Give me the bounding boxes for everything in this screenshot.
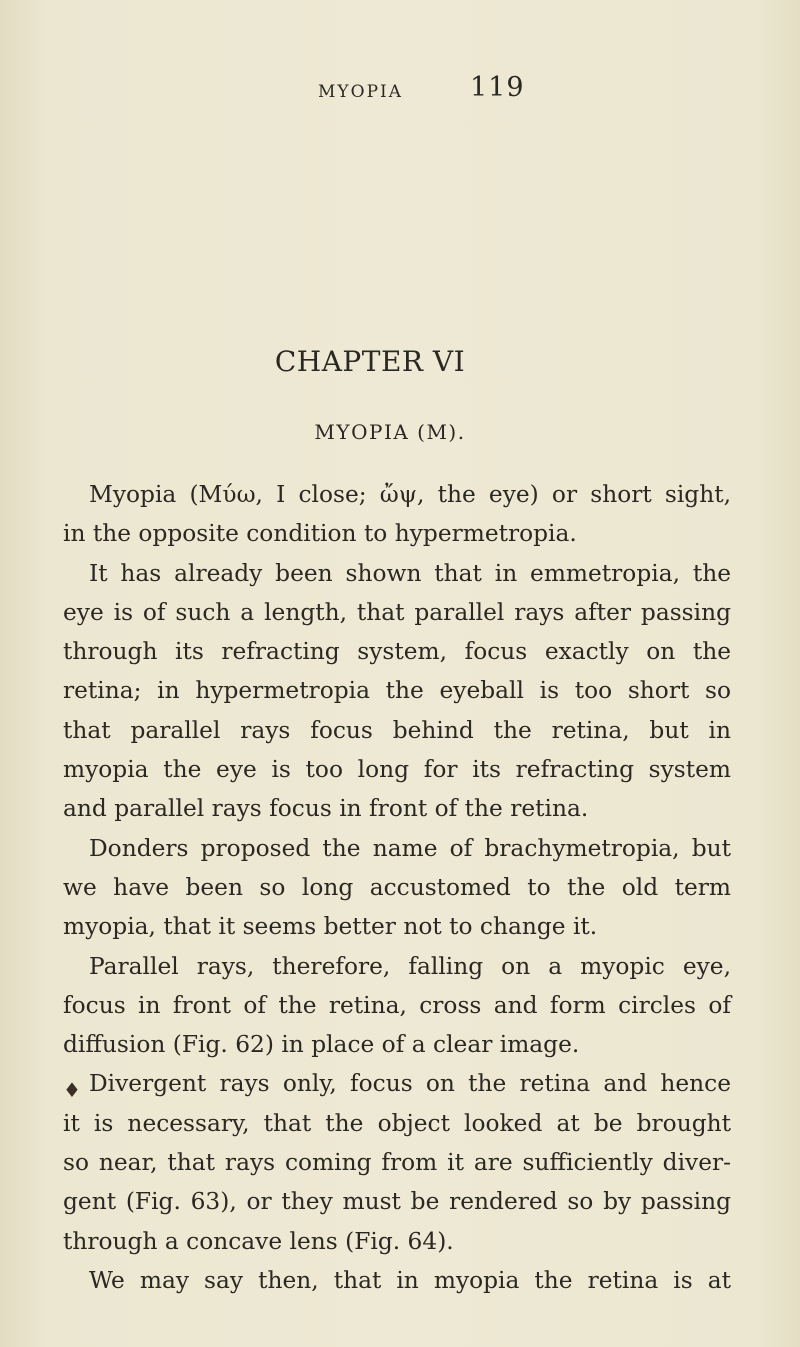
text-line: Donders proposed the name of brachymetropia, but [89, 834, 731, 862]
text-line: in the opposite condition to hypermetropia. [63, 520, 577, 548]
text-line: Parallel rays, therefore, falling on a myopic eye, [89, 952, 731, 980]
text-line: It has already been shown that in emmetropia, the [89, 559, 731, 587]
body-text [63, 475, 731, 1300]
text-line: we have been so long accustomed to the old term [63, 873, 731, 901]
text-line: and parallel rays focus in front of the retina. [63, 795, 589, 823]
text-line: diffusion (Fig. 62) in place of a clear image. [63, 1031, 580, 1059]
text-line: focus in front of the retina, cross and form circles of [63, 991, 731, 1019]
text-line: myopia the eye is too long for its refracting system [63, 756, 731, 784]
text-line: myopia, that it seems better not to change it. [63, 913, 598, 941]
text-line: that parallel rays focus behind the retina, but in [63, 716, 731, 744]
text-line: through a concave lens (Fig. 64). [63, 1227, 454, 1255]
text-line: retina; in hypermetropia the eyeball is too short so [63, 677, 731, 705]
text-line: Divergent rays only, focus on the retina and hence [89, 1070, 731, 1098]
page-number: 119 [470, 72, 525, 103]
text-line: Myopia (Μύω, I close; ὤψ, the eye) or short sight, [89, 481, 731, 508]
text-line: We may say then, that in myopia the retina is at [89, 1266, 731, 1294]
text-line: it is necessary, that the object looked at be brought [63, 1109, 731, 1137]
section-title: MYOPIA (M). [314, 420, 466, 444]
text-line: gent (Fig. 63), or they must be rendered so by passing [63, 1188, 731, 1216]
text-line: through its refracting system, focus exactly on the [63, 638, 731, 666]
text-line: eye is of such a length, that parallel rays after passing [63, 598, 731, 626]
text-line: so near, that rays coming from it are sufficiently diver- [63, 1149, 731, 1177]
chapter-title: CHAPTER VI [274, 345, 466, 378]
running-head: MYOPIA [318, 82, 403, 102]
margin-mark: ♦ [63, 1078, 81, 1102]
